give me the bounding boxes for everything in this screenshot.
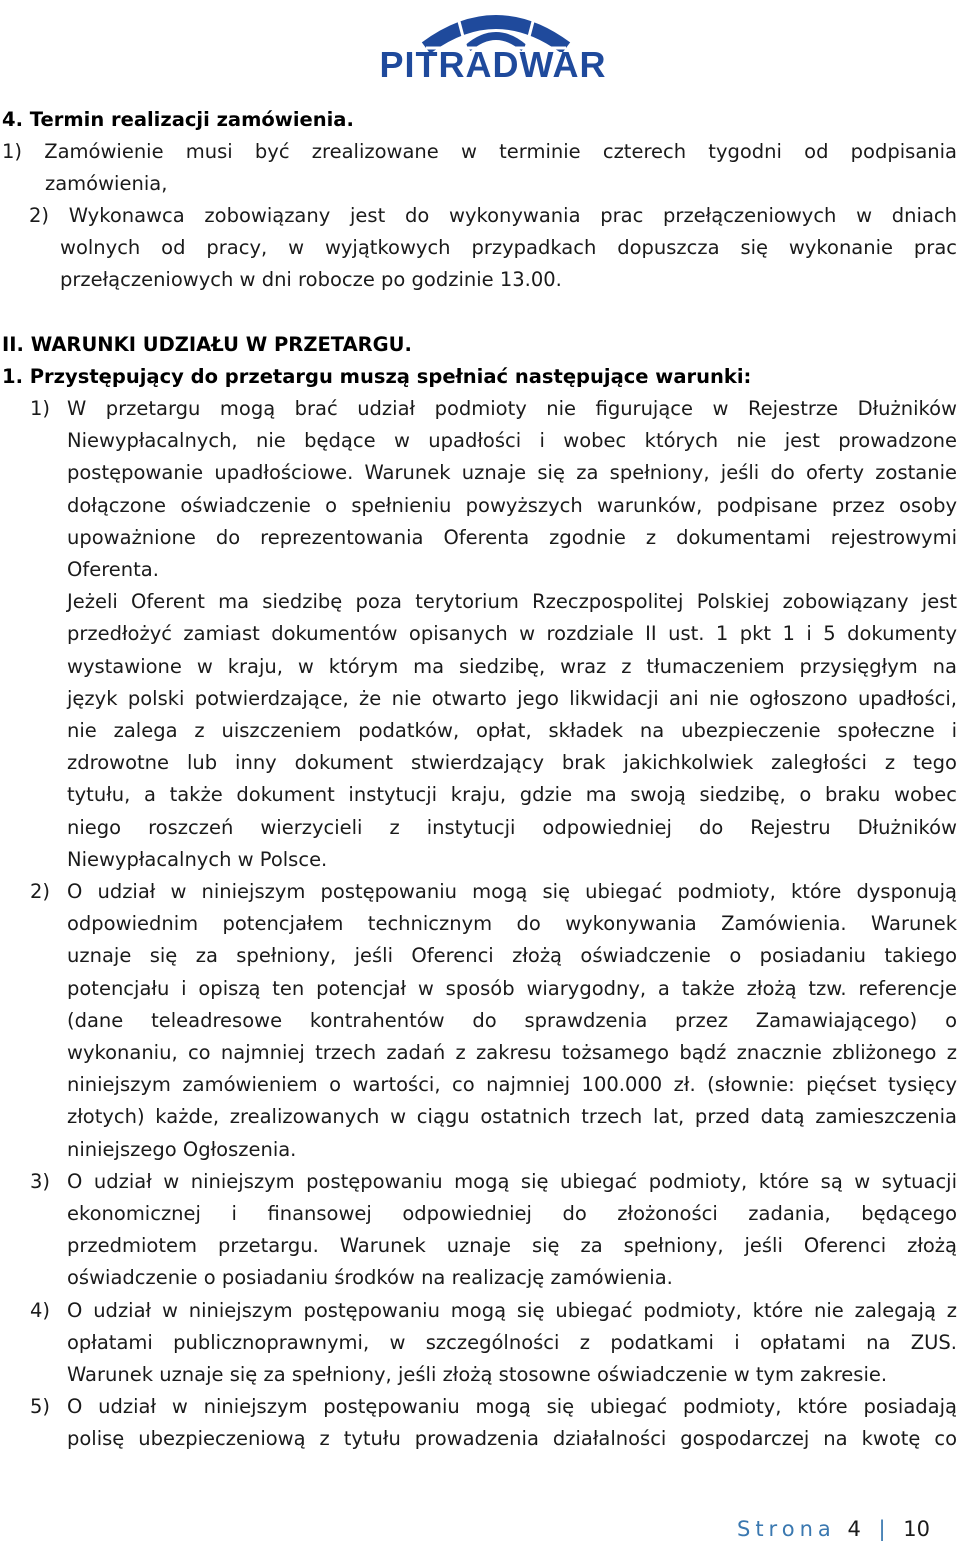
- text-line: oświadczenie o posiadaniu środków na realizację zamówienia.: [67, 1266, 673, 1289]
- text-line: ekonomicznej i finansowej odpowiedniej do złożoności zadania, będącego: [67, 1202, 957, 1225]
- text-line: zdrowotne lub inny dokument stwierdzający brak jakichkolwiek zaległości z tego: [67, 751, 957, 774]
- text-line: postępowanie upadłościowe. Warunek uznaje się za spełniony, jeśli do oferty zostanie: [67, 461, 957, 484]
- section-heading: II. WARUNKI UDZIAŁU W PRZETARGU.: [2, 333, 412, 356]
- text-line: przedłożyć zamiast dokumentów opisanych w rozdziale II ust. 1 pkt 1 i 5 dokumenty: [67, 622, 957, 645]
- text-line: uznaje się za spełniony, jeśli Oferenci złożą oświadczenie o posiadaniu takiego: [67, 944, 957, 967]
- text-line: zamówienia,: [45, 172, 168, 195]
- list-number: 1): [30, 397, 51, 420]
- list-number: 5): [30, 1395, 51, 1418]
- text-line: niniejszego Ogłoszenia.: [67, 1138, 297, 1161]
- text-line: Warunek uznaje się za spełniony, jeśli złożą stosowne oświadczenie w tym zakresie.: [67, 1363, 888, 1386]
- text-line: niniejszym zamówieniem o wartości, co najmniej 100.000 zł. (słownie: pięćset tysięcy: [67, 1073, 957, 1096]
- text-line: odpowiednim potencjałem technicznym do wykonywania Zamówienia. Warunek: [67, 912, 957, 935]
- footer-label: Strona: [736, 1517, 836, 1541]
- text-line: Oferenta.: [67, 558, 159, 581]
- page-total: 10: [903, 1517, 930, 1541]
- text-line: dołączone oświadczenie o spełnieniu powyższych warunków, podpisane przez osoby: [67, 494, 957, 517]
- logo-text: PITRADWAR: [379, 44, 607, 85]
- company-logo: [356, 2, 630, 84]
- text-line: Niewypłacalnych w Polsce.: [67, 848, 328, 871]
- text-line: O udział w niniejszym postępowaniu mogą się ubiegać podmioty, które nie zalegają z: [67, 1299, 957, 1322]
- text-line: 1) Zamówienie musi być zrealizowane w terminie czterech tygodni od podpisania: [2, 140, 957, 163]
- text-line: W przetargu mogą brać udział podmioty nie figurujące w Rejestrze Dłużników: [67, 397, 957, 420]
- text-line: 2) Wykonawca zobowiązany jest do wykonywania prac przełączeniowych w dniach: [29, 204, 957, 227]
- text-line: O udział w niniejszym postępowaniu mogą się ubiegać podmioty, które są w sytuacji: [67, 1170, 957, 1193]
- page-number: 4: [847, 1517, 861, 1541]
- list-number: 3): [30, 1170, 51, 1193]
- text-line: Jeżeli Oferent ma siedzibę poza terytorium Rzeczpospolitej Polskiej zobowiązany jest: [67, 590, 957, 613]
- subsection-heading: 1. Przystępujący do przetargu muszą spełniać następujące warunki:: [2, 365, 752, 388]
- text-line: opłatami publicznoprawnymi, w szczególności z podatkami i opłatami na ZUS.: [67, 1331, 957, 1354]
- text-line: złotych) każde, zrealizowanych w ciągu ostatnich trzech lat, przed datą zamieszczenia: [67, 1105, 957, 1128]
- text-line: nie zalega z uiszczeniem podatków, opłat, składek na ubezpieczenie społeczne i: [67, 719, 957, 742]
- text-line: język polski potwierdzające, że nie otwarto jego likwidacji ani nie ogłoszono upadłości,: [67, 687, 957, 710]
- list-number: 4): [30, 1299, 51, 1322]
- page-separator: |: [878, 1517, 886, 1541]
- text-line: przedmiotem przetargu. Warunek uznaje się za spełniony, jeśli Oferenci złożą: [67, 1234, 957, 1257]
- text-line: wykonaniu, co najmniej trzech zadań z zakresu tożsamego bądź znacznie zbliżonego z: [67, 1041, 957, 1064]
- section-heading: 4. Termin realizacji zamówienia.: [2, 108, 354, 131]
- text-line: Niewypłacalnych, nie będące w upadłości i wobec których nie jest prowadzone: [67, 429, 957, 452]
- text-line: wystawione w kraju, w którym ma siedzibę, wraz z tłumaczeniem przysięgłym na: [67, 655, 957, 678]
- page-footer: [737, 1517, 930, 1541]
- text-line: O udział w niniejszym postępowaniu mogą się ubiegać podmioty, które dysponują: [67, 880, 957, 903]
- list-number: 2): [30, 880, 51, 903]
- text-line: upoważnione do reprezentowania Oferenta zgodnie z dokumentami rejestrowymi: [67, 526, 957, 549]
- text-line: wolnych od pracy, w wyjątkowych przypadkach dopuszcza się wykonanie prac: [60, 236, 957, 259]
- text-line: tytułu, a także dokument instytucji kraju, gdzie ma swoją siedzibę, o braku wobec: [67, 783, 957, 806]
- text-line: potencjału i opiszą ten potencjał w sposób wiarygodny, a także złożą tzw. referencje: [67, 977, 957, 1000]
- text-line: polisę ubezpieczeniową z tytułu prowadzenia działalności gospodarczej na kwotę co: [67, 1427, 957, 1450]
- text-line: O udział w niniejszym postępowaniu mogą się ubiegać podmioty, które posiadają: [67, 1395, 957, 1418]
- text-line: niego roszczeń wierzycieli z instytucji odpowiedniej do Rejestru Dłużników: [67, 816, 957, 839]
- text-line: (dane teleadresowe kontrahentów do sprawdzenia przez Zamawiającego) o: [67, 1009, 957, 1032]
- text-line: przełączeniowych w dni robocze po godzinie 13.00.: [60, 268, 562, 291]
